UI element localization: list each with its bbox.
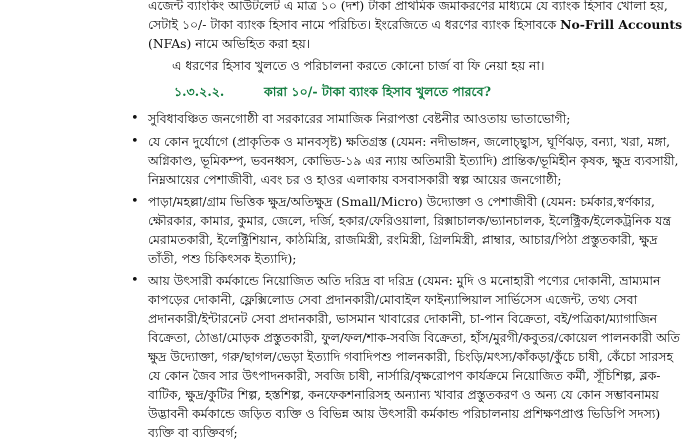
bullet-4-line-5: ক্ষুদ্র উদ্যোক্তা, গরু/ছাগল/ভেড়া ইত্যাদি গবাদিপশু পালনকারী, চিংড়ি/মৎস্য/কাঁকড়া/কুঁচে চাষী, কেঁচো সারসহ (148, 349, 673, 364)
section-number: ১.৩.২.২. (174, 84, 225, 99)
bullet-4-line-1: আয় উৎসারী কর্মকান্ডে নিয়োজিত অতি দরিদ্র বা দরিদ্র (যেমন: মুদি ও মনোহারী পণ্যের দোকানী, ভ্রাম্যমান (148, 273, 661, 288)
bullet-3-line-1: পাড়া/মহল্লা/গ্রাম ভিত্তিক ক্ষুদ্র/অতিক্ষুদ্র (Small/Micro) উদ্যোক্তা ও পেশাজীবী (যেমন: চর্মকার,স্বর্ণকার, (148, 194, 655, 209)
bullet-1-line-1: সুবিধাবঞ্চিত জনগোষ্ঠী বা সরকারের সামাজিক নিরাপত্তা বেষ্টনীর আওতায় ভাতাভোগী; (148, 111, 571, 126)
bullet-3-line-2: ক্ষৌরকার, কামার, কুমার, জেলে, দর্জি, হকার/ফেরিওয়ালা, রিক্সাচালক/ভ্যানচালক, ইলেক্ট্রিক/ইলেকট্রনিক যন্ত্র (148, 213, 671, 228)
bullet-4-line-6: যে কোন জৈব সার উৎপাদনকারী, সবজি চাষী, নার্সারি/বৃক্ষরোপণ কার্যক্রমে নিয়োজিত কর্মী, সূঁচিশিল্প, ব্লক- (148, 368, 661, 383)
bullet-marker: • (131, 134, 139, 149)
bullet-4-line-8: উদ্ভাবনী কর্মকান্ডে জড়িত ব্যক্তি ও বিভিন্ন আয় উৎসারী কর্মকান্ড পরিচালনায় প্রশিক্ষণপ্রাপ্ত ভিডিপি সদস্য) (148, 406, 661, 421)
bullet-3-line-4: তাঁতী, পশু চিকিৎসক ইত্যাদি); (148, 251, 297, 266)
bullet-4-line-2: কাপড়ের দোকানী, ফ্লেক্সিলোড সেবা প্রদানকারী/মোবাইল ফাইন্যান্সিয়াল সার্ভিসেস এজেন্ট, তথ্য সেবা (148, 292, 638, 307)
section-title: কারা ১০/- টাকা ব্যাংক হিসাব খুলতে পারবে? (264, 84, 491, 99)
intro-line-2 (148, 17, 682, 33)
bullet-marker: • (131, 111, 139, 126)
intro-line-3: (NFAs) নামে অভিহিত করা হয়। (148, 36, 311, 51)
bullet-4-line-7: বাটিক, ক্ষুদ্র/কুটির শিল্প, হস্তশিল্প, কনফেকশনারিসহ অন্যান্য খাবার প্রস্তুতকরণ ও অন্য যে কোন সম্ভাবনাময় (148, 387, 659, 402)
bullet-4-line-4: বিক্রেতা, ঠোঙা/মোড়ক প্রস্তুতকারী, ফুল/ফল/শাক-সবজি বিক্রেতা, হাঁস/মুরগী/কবুতর/কোয়েল পালনকারী অতি (148, 330, 680, 345)
bullet-2-line-1: যে কোন দুর্যোগে (প্রাকৃতিক ও মানবসৃষ্ট) ক্ষতিগ্রস্ত (যেমন: নদীভাঙ্গন, জলোচ্ছ্বাস, ঘূর্ণিঝড়, বন্যা, খরা, মঙ্গা, (148, 134, 671, 149)
intro-line-2-text: সেটাই ১০/- টাকা ব্যাংক হিসাব নামে পরিচিত। ইংরেজিতে এ ধরণের ব্যাংক হিসাবকে (148, 17, 557, 32)
bullet-2-line-2: অগ্নিকাণ্ড, ভূমিকম্প, ভবনধ্বস, কোভিড-১৯ এর ন্যায় অতিমারী ইত্যাদি) প্রান্তিক/ভূমিহীন কৃষক, ক্ষুদ্র ব্যবসায়ী, (148, 153, 679, 168)
bullet-3-line-3: মেরামতকারী, ইলেক্ট্রিশিয়ান, কাঠমিস্ত্রি, রাজমিস্ত্রী, রংমিস্ত্রী, গ্রিলমিস্ত্রী, প্লাম্বার, আচার/পিঠা প্রস্তুতকারী, ক্ষুদ্র (148, 232, 658, 247)
bullet-2-line-3: নিম্নআয়ের পেশাজীবী, এবং চর ও হাওর এলাকায় বসবাসকারী স্বল্প আয়ের জনগোষ্ঠী; (148, 172, 562, 187)
no-frill-accounts-term: No-Frill Accounts (560, 17, 683, 32)
bullet-4-line-9: ব্যক্তি বা ব্যক্তিবর্গ; (148, 425, 238, 440)
bullet-4-line-3: প্রদানকারী/ইন্টারনেট সেবা প্রদানকারী, ভাসমান খাবারের দোকানী, চা-পান বিক্রেতা, বই/পত্রিকা/ম্যাগাজিন (148, 311, 658, 326)
bullet-marker: • (131, 194, 139, 209)
bullet-marker: • (131, 273, 139, 288)
intro-line-1: এজেন্ট ব্যাংকিং আউটলেট এ মাত্র ১০ (দশ) টাকা প্রাথমিক জমাকরণের মাধ্যমে যে ব্যাংক হিসাব খোলা হয়, (148, 0, 668, 13)
intro-line-4: এ ধরণের হিসাব খুলতে ও পরিচালনা করতে কোনো চার্জ বা ফি নেয়া হয় না। (172, 58, 545, 73)
